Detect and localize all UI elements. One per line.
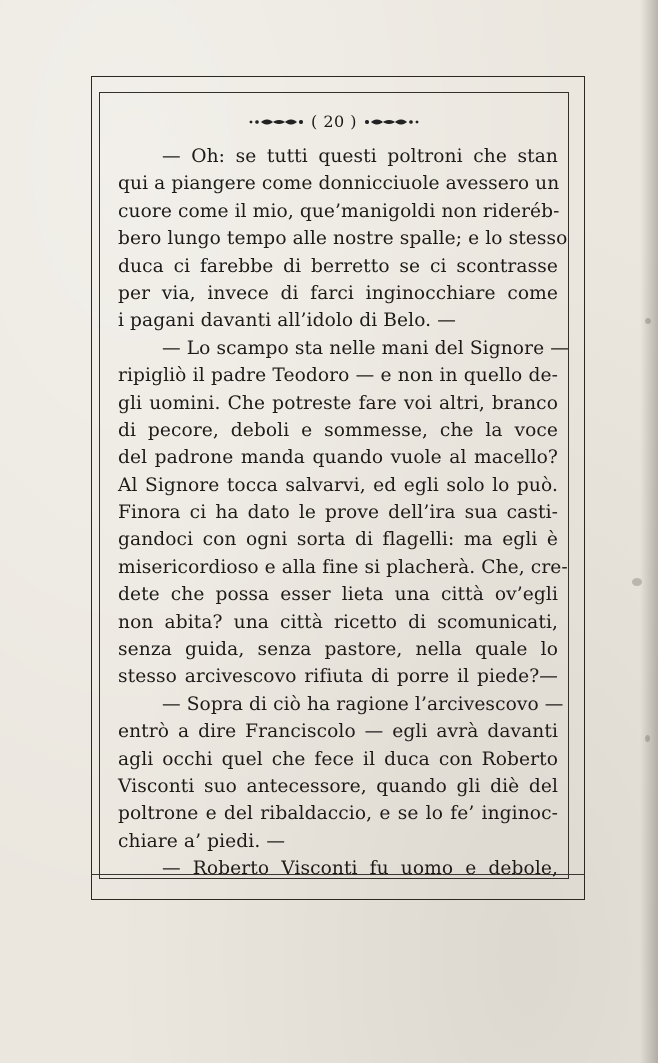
text-line: agli occhi quel che fece il duca con Roberto: [118, 748, 558, 770]
page-header: [99, 112, 569, 131]
page-number: ( 20 ): [310, 112, 357, 131]
text-line: gli uomini. Che potreste fare voi altri, branco: [118, 392, 558, 414]
text-line: Finora ci ha dato le prove dell’ira sua casti-: [118, 502, 558, 524]
text-line: — Lo scampo sta nelle mani del Signore —: [162, 337, 569, 359]
text-line: non abita? una città ricetto di scomunicati,: [118, 611, 558, 633]
ink-spot: [632, 578, 642, 586]
text-line: duca ci farebbe di berretto se ci scontrasse: [118, 255, 558, 277]
text-line: i pagani davanti all’idolo di Belo. —: [118, 310, 456, 332]
text-line: per via, invece di farci inginocchiare come: [118, 282, 558, 304]
text-line: stesso arcivescovo rifiuta di porre il piede?—: [118, 666, 558, 688]
text-line: dete che possa esser lieta una città ov’egli: [118, 584, 558, 606]
text-line: Al Signore tocca salvarvi, ed egli solo lo può.: [118, 474, 558, 496]
text-line: ripigliò il padre Teodoro — e non in quello de-: [118, 365, 558, 387]
text-line: gandoci con ogni sorta di flagelli: ma egli è: [118, 529, 558, 551]
body-text: [118, 143, 569, 883]
text-line: cuore come il mio, que’manigoldi non rideréb-: [118, 200, 560, 222]
right-ornament-icon: [361, 117, 423, 127]
text-line: Visconti suo antecessore, quando gli diè del: [118, 775, 558, 797]
page-edge-shadow: [640, 0, 658, 1063]
text-line: poltrone e del ribaldaccio, e se lo fe’ inginoc-: [118, 803, 558, 825]
left-ornament-icon: [245, 117, 307, 127]
text-line: del padrone manda quando vuole al macello?: [118, 447, 558, 469]
text-line: senza guida, senza pastore, nella quale lo: [118, 639, 558, 661]
ink-spot: [645, 318, 651, 324]
text-line: misericordioso e alla fine si placherà. Che, cre-: [118, 556, 568, 578]
ink-spot: [645, 735, 650, 742]
text-line: chiare a’ piedi. —: [118, 830, 286, 852]
text-line: entrò a dire Franciscolo — egli avrà davanti: [118, 721, 558, 743]
text-line: bero lungo tempo alle nostre spalle; e lo stesso: [118, 228, 568, 250]
text-line: — Sopra di ciò ha ragione l’arcivescovo —: [162, 693, 564, 715]
text-line: — Oh: se tutti questi poltroni che stan: [162, 146, 558, 167]
text-line: qui a piangere come donnicciuole avessero un: [118, 173, 560, 195]
text-line: — Roberto Visconti fu uomo e debole,: [162, 858, 558, 880]
text-line: di pecore, deboli e sommesse, che la voce: [118, 419, 558, 441]
